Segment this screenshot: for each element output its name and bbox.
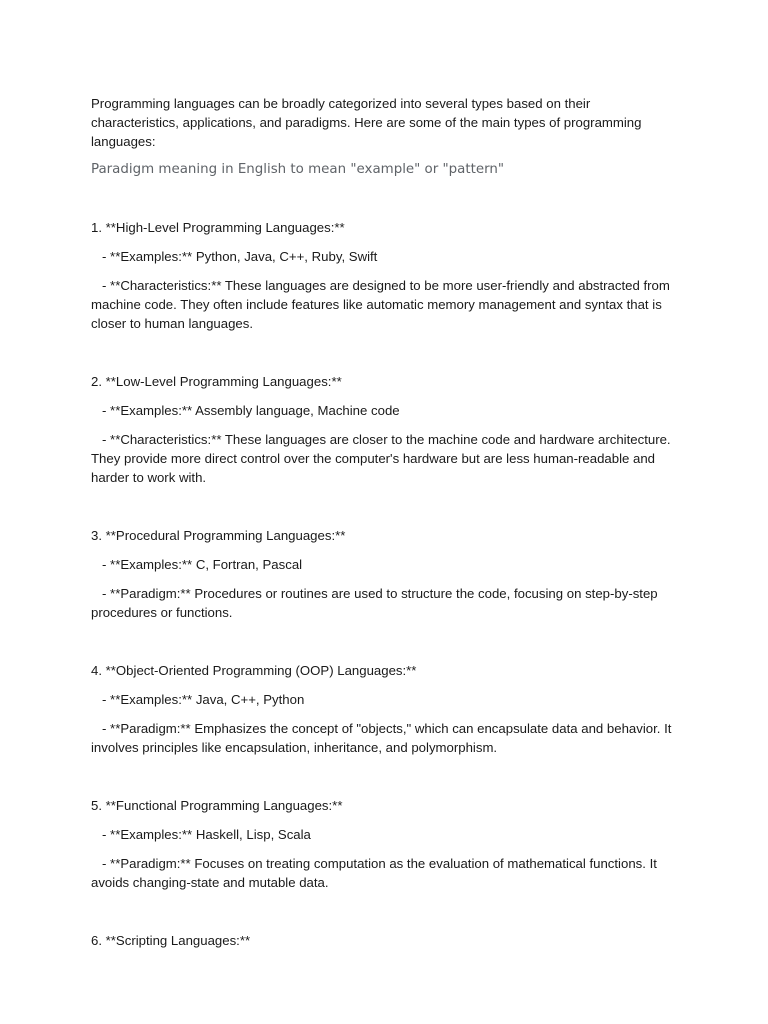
spacer xyxy=(91,487,681,526)
paradigm-note: Paradigm meaning in English to mean "example" or "pattern" xyxy=(91,162,505,177)
section-detail: - **Paradigm:** Emphasizes the concept of "objects," which can encapsulate data and behavior. It involves principles like encapsulation, inheritance, and polymorphism. xyxy=(91,721,676,755)
spacer xyxy=(91,622,681,661)
section-heading: 4. **Object-Oriented Programming (OOP) Languages:** xyxy=(91,663,417,678)
section-procedural xyxy=(91,526,681,622)
section-detail: - **Paradigm:** Procedures or routines are used to structure the code, focusing on step-by-step procedures or functions. xyxy=(91,586,662,620)
section-heading: 3. **Procedural Programming Languages:** xyxy=(91,528,346,543)
section-scripting xyxy=(91,931,681,950)
section-examples: - **Examples:** Assembly language, Machine code xyxy=(91,403,400,418)
section-heading: 6. **Scripting Languages:** xyxy=(91,933,251,948)
section-examples: - **Examples:** Haskell, Lisp, Scala xyxy=(91,827,311,842)
section-heading: 5. **Functional Programming Languages:** xyxy=(91,798,343,813)
spacer xyxy=(91,892,681,931)
section-examples: - **Examples:** C, Fortran, Pascal xyxy=(91,557,303,572)
section-oop xyxy=(91,661,681,757)
section-heading: 1. **High-Level Programming Languages:** xyxy=(91,220,345,235)
section-low-level xyxy=(91,372,681,487)
section-heading: 2. **Low-Level Programming Languages:** xyxy=(91,374,342,389)
section-examples: - **Examples:** Python, Java, C++, Ruby, Swift xyxy=(91,249,378,264)
section-examples: - **Examples:** Java, C++, Python xyxy=(91,692,305,707)
section-functional xyxy=(91,796,681,892)
section-detail: - **Characteristics:** These languages are designed to be more user-friendly and abstracted from machine code. They often include features like automatic memory management and syntax that is closer to human languages. xyxy=(91,278,674,331)
spacer xyxy=(91,333,681,372)
section-detail: - **Characteristics:** These languages are closer to the machine code and hardware architecture. They provide more direct control over the computer's hardware but are less human-readable and harder to work with. xyxy=(91,432,675,485)
section-high-level xyxy=(91,218,681,333)
document-page xyxy=(91,94,681,950)
intro-paragraph: Programming languages can be broadly categorized into several types based on their characteristics, applications, and paradigms. Here are some of the main types of programming languages: xyxy=(91,96,642,149)
section-detail: - **Paradigm:** Focuses on treating computation as the evaluation of mathematical functions. It avoids changing-state and mutable data. xyxy=(91,856,661,890)
spacer xyxy=(91,757,681,796)
spacer xyxy=(91,180,681,218)
